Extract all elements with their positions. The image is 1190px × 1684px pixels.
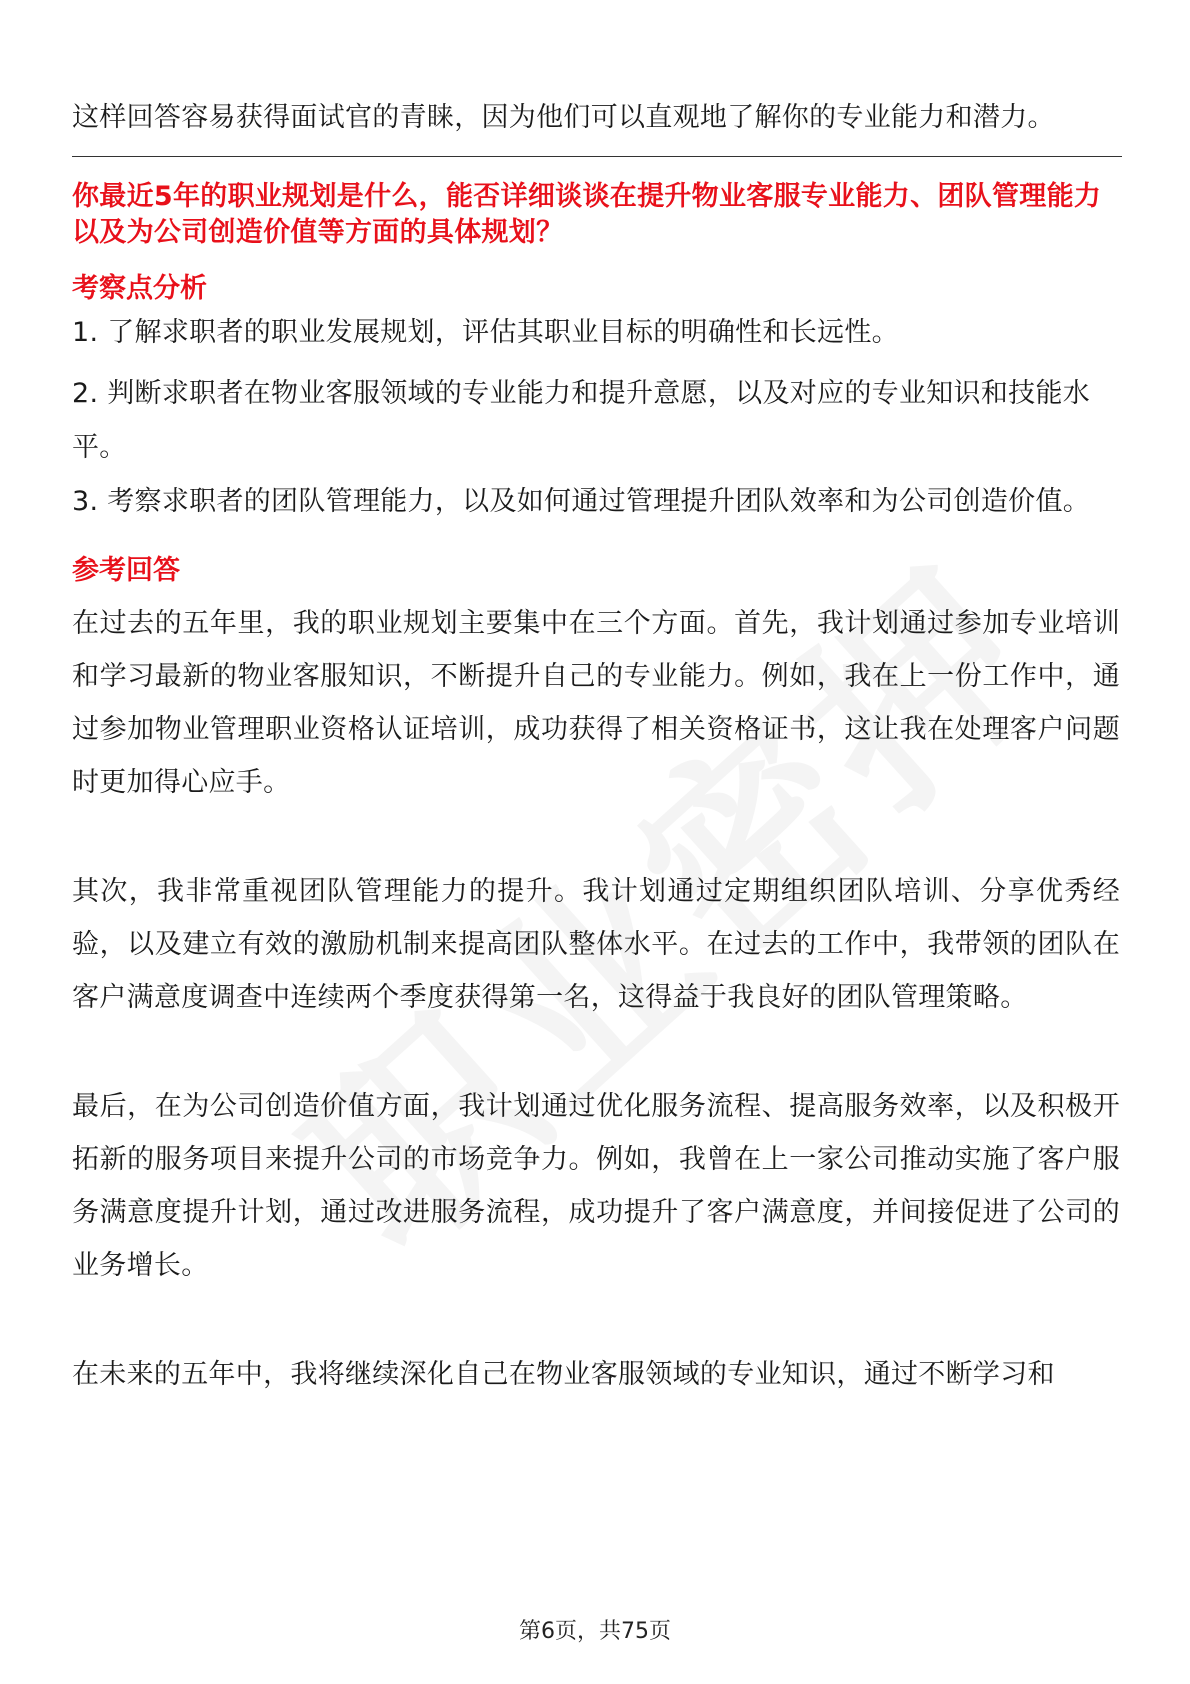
analysis-title: 考察点分析 (72, 273, 207, 304)
answer-paragraph-1: 在过去的五年里，我的职业规划主要集中在三个方面。首先，我计划通过参加专业培训和学习最新的物业客服知识，不断提升自己的专业能力。例如，我在上一份工作中，通过参加物业管理职业资格认证培训，成功获得了相关资格证书，这让我在处理客户问题时更加得心应手。 (72, 608, 1120, 798)
paragraph-gap (72, 1292, 1120, 1348)
divider-rule (72, 156, 1122, 157)
page-number-footer: 第6页，共75页 (519, 1619, 671, 1644)
paragraph-gap (72, 1024, 1120, 1080)
paragraph-gap (72, 809, 1120, 865)
analysis-item-2: 2. 判断求职者在物业客服领域的专业能力和提升意愿，以及对应的专业知识和技能水平。 (72, 378, 1091, 463)
answer-paragraph-2: 其次，我非常重视团队管理能力的提升。我计划通过定期组织团队培训、分享优秀经验，以及建立有效的激励机制来提高团队整体水平。在过去的工作中，我带领的团队在客户满意度调查中连续两个季度获得第一名，这得益于我良好的团队管理策略。 (72, 876, 1120, 1013)
intro-line: 这样回答容易获得面试官的青睐，因为他们可以直观地了解你的专业能力和潜力。 (72, 102, 1055, 133)
page-content (72, 100, 1120, 1401)
question-heading: 你最近5年的职业规划是什么，能否详细谈谈在提升物业客服专业能力、团队管理能力以及为公司创造价值等方面的具体规划？ (72, 181, 1102, 248)
analysis-item-1: 1. 了解求职者的职业发展规划，评估其职业目标的明确性和长远性。 (72, 317, 899, 348)
answer-title: 参考回答 (72, 555, 180, 586)
answer-paragraph-3: 最后，在为公司创造价值方面，我计划通过优化服务流程、提高服务效率，以及积极开拓新的服务项目来提升公司的市场竞争力。例如，我曾在上一家公司推动实施了客户服务满意度提升计划，通过改进服务流程，成功提升了客户满意度，并间接促进了公司的业务增长。 (72, 1091, 1120, 1281)
analysis-item-3: 3. 考察求职者的团队管理能力，以及如何通过管理提升团队效率和为公司创造价值。 (72, 486, 1091, 517)
answer-paragraph-4: 在未来的五年中，我将继续深化自己在物业客服领域的专业知识，通过不断学习和 (72, 1359, 1055, 1390)
